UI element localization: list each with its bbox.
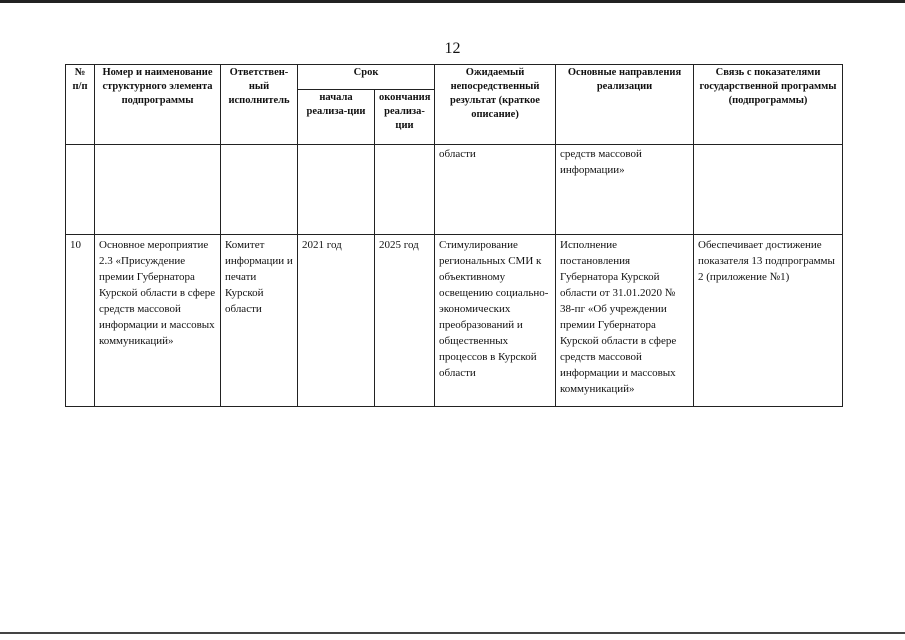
header-link: Связь с показателями государственной программы (подпрограммы) — [694, 65, 843, 145]
header-executor: Ответствен-ный исполнитель — [221, 65, 298, 145]
cell-num — [66, 145, 95, 235]
cell-directions: Исполнение постановления Губернатора Курской области от 31.01.2020 № 38-пг «Об учреждении премии Губернатора Курской области в сфере средств массовой информации и массовых коммуникаций» — [556, 235, 694, 407]
cell-num: 10 — [66, 235, 95, 407]
header-start: начала реализа-ции — [298, 90, 375, 145]
cell-end: 2025 год — [375, 235, 435, 407]
table-row — [66, 145, 843, 235]
cell-result: области — [435, 145, 556, 235]
header-num: № п/п — [66, 65, 95, 145]
cell-name: Основное мероприятие 2.3 «Присуждение премии Губернатора Курской области в сфере средств массовой информации и массовых коммуникаций» — [95, 235, 221, 407]
cell-result: Стимулирование региональных СМИ к объективному освещению социально-экономических преобразований и общественных процессов в Курской области — [435, 235, 556, 407]
cell-executor: Комитет информации и печати Курской области — [221, 235, 298, 407]
header-term: Срок — [298, 65, 435, 90]
cell-directions: средств массовой информации» — [556, 145, 694, 235]
cell-end — [375, 145, 435, 235]
table-row — [66, 235, 843, 407]
cell-executor — [221, 145, 298, 235]
header-directions: Основные направления реализации — [556, 65, 694, 145]
bottom-border-line — [0, 632, 905, 634]
header-result: Ожидаемый непосредственный результат (краткое описание) — [435, 65, 556, 145]
page-number: 12 — [444, 40, 461, 57]
cell-name — [95, 145, 221, 235]
header-name: Номер и наименование структурного элемента подпрограммы — [95, 65, 221, 145]
cell-start — [298, 145, 375, 235]
header-end: окончания реализа-ции — [375, 90, 435, 145]
cell-link — [694, 145, 843, 235]
measures-table — [65, 64, 843, 407]
cell-link: Обеспечивает достижение показателя 13 подпрограммы 2 (приложение №1) — [694, 235, 843, 407]
cell-start: 2021 год — [298, 235, 375, 407]
top-border-line — [0, 0, 905, 3]
